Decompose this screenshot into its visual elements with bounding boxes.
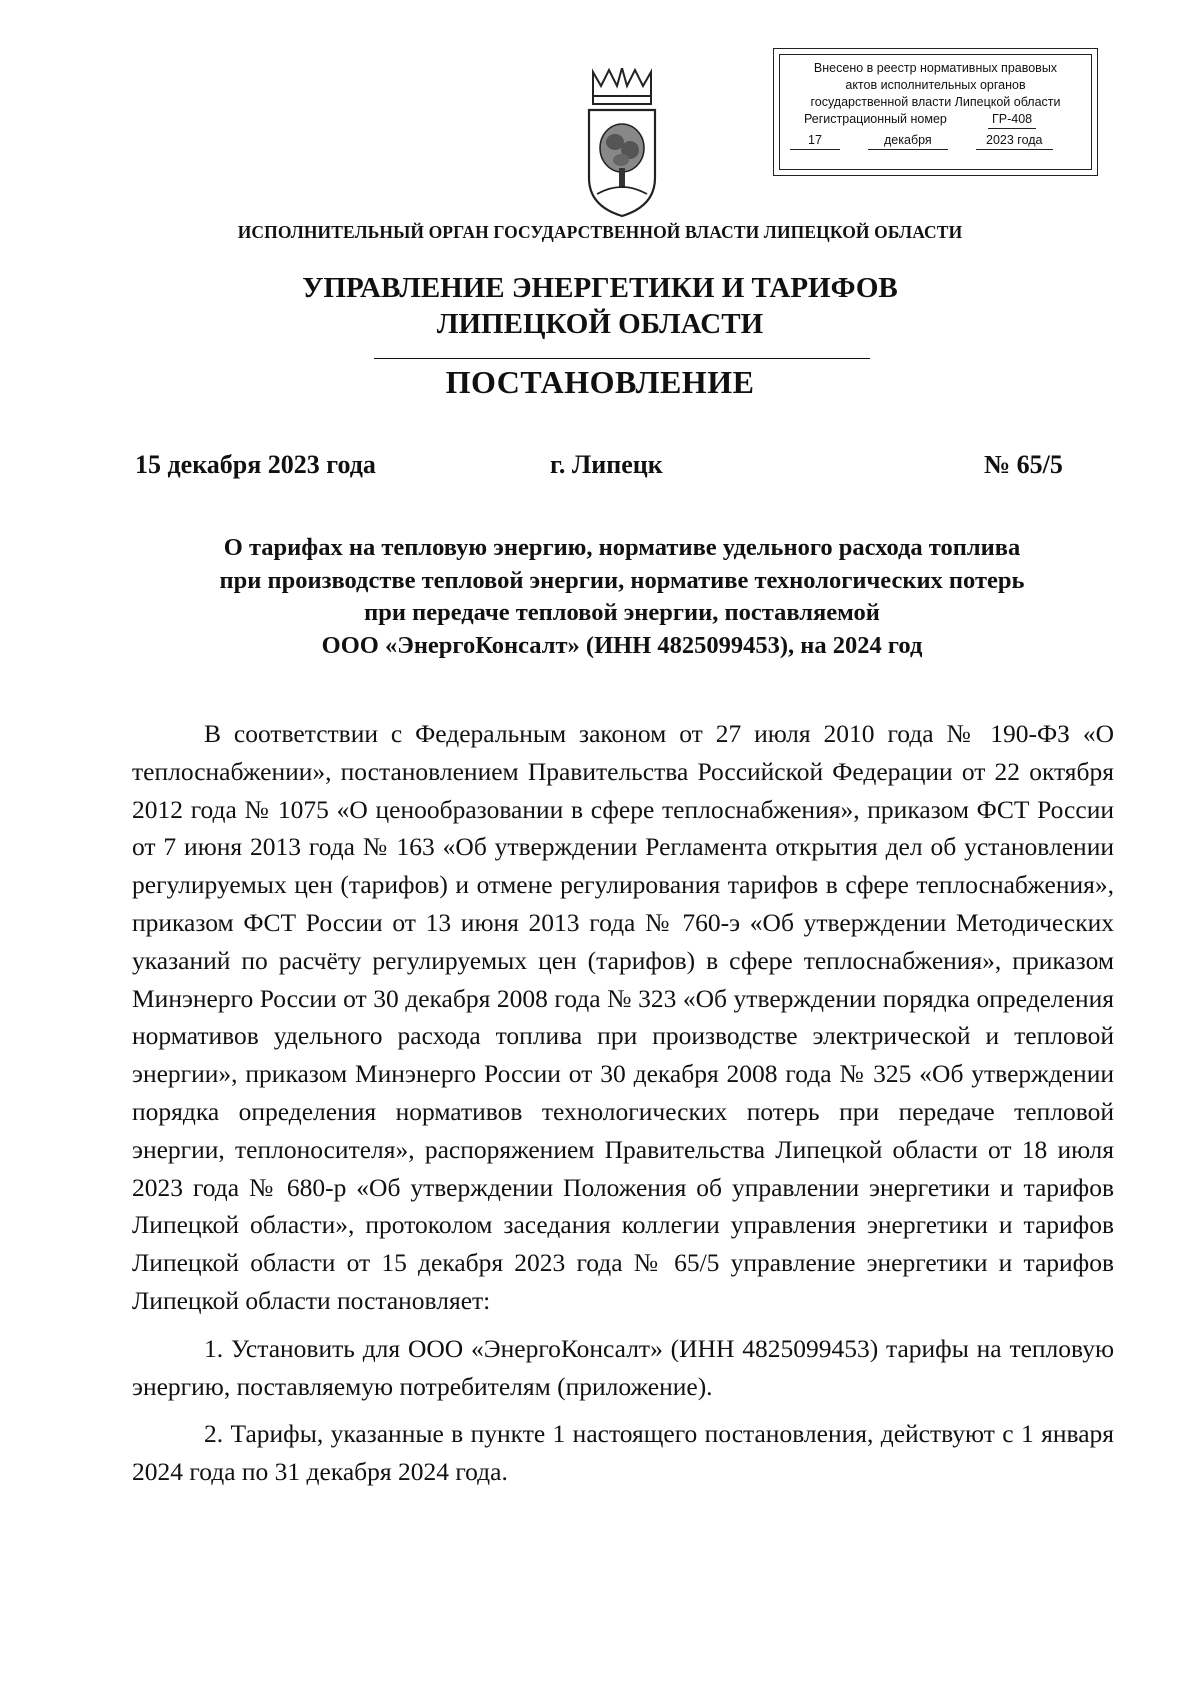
- stamp-day: 17: [790, 132, 840, 150]
- stamp-line: государственной власти Липецкой области: [810, 95, 1061, 109]
- title-line: при производстве тепловой энергии, нормативе технологических потерь: [219, 566, 1025, 594]
- registry-stamp: [773, 48, 1098, 176]
- title-line: при передаче тепловой энергии, поставляемой: [364, 599, 880, 626]
- document-number: № 65/5: [984, 450, 1063, 479]
- stamp-date-row: [780, 132, 1091, 150]
- issuing-authority: ИСПОЛНИТЕЛЬНЫЙ ОРГАН ГОСУДАРСТВЕННОЙ ВЛАСТИ ЛИПЕЦКОЙ ОБЛАСТИ: [237, 222, 963, 242]
- stamp-reg-label: Регистрационный номер: [804, 112, 947, 126]
- document-city: г. Липецк: [550, 450, 663, 479]
- coat-of-arms-icon: [585, 68, 659, 220]
- registry-stamp-inner: [779, 54, 1092, 170]
- stamp-reg-row: [780, 111, 1091, 129]
- clause-1: 1. Установить для ООО «ЭнергоКонсалт» (ИНН 4825099453) тарифы на тепловую энергию, поставляемую потребителям (приложение).: [132, 1333, 1114, 1401]
- document-title: [130, 532, 1114, 662]
- preamble-paragraph: В соответствии с Федеральным законом от 27 июля 2010 года № 190-ФЗ «О теплоснабжении», постановлением Правительства Российской Федерации от 22 октября 2012 года № 1075 «О ценообразовании в сфере теплоснабжения», приказом ФСТ России от 7 июня 2013 года № 163 «Об утверждении Регламента открытия дел об установлении регулируемых цен (тарифов) и отмене регулирования тарифов в сфере теплоснабжения», приказом ФСТ России от 13 июня 2013 года № 760-э «Об утверждении Методических указаний по расчёту регулируемых цен (тарифов) в сфере теплоснабжения», приказом Минэнерго России от 30 декабря 2008 года № 323 «Об утверждении порядка определения нормативов удельного расхода топлива при производстве электрической и тепловой энергии», приказом Минэнерго России от 30 декабря 2008 года № 325 «Об утверждении порядка определения нормативов технологических потерь при передаче тепловой энергии, теплоносителя», распоряжением Правительства Липецкой области от 18 июля 2023 года № 680-р «Об утверждении Положения об управлении энергетики и тарифов Липецкой области», протоколом заседания коллегии управления энергетики и тарифов Липецкой области от 15 декабря 2023 года № 65/5 управление энергетики и тарифов Липецкой области постановляет:: [132, 719, 1114, 1315]
- stamp-line: Внесено в реестр нормативных правовых: [813, 61, 1058, 75]
- stamp-month: декабря: [868, 132, 948, 150]
- document-body: [132, 715, 1114, 1491]
- stamp-year: 2023 года: [976, 132, 1053, 150]
- header-divider: [374, 358, 870, 359]
- title-line: ООО «ЭнергоКонсалт» (ИНН 4825099453), на 2024 год: [321, 631, 923, 659]
- stamp-line: актов исполнительных органов: [845, 78, 1026, 92]
- department-name-line: ЛИПЕЦКОЙ ОБЛАСТИ: [436, 308, 764, 340]
- department-name: [0, 270, 1200, 342]
- department-name-line: УПРАВЛЕНИЕ ЭНЕРГЕТИКИ И ТАРИФОВ: [302, 272, 898, 304]
- document-date: 15 декабря 2023 года: [135, 450, 376, 479]
- title-line: О тарифах на тепловую энергию, нормативе удельного расхода топлива: [223, 534, 1021, 561]
- document-type: ПОСТАНОВЛЕНИЕ: [445, 364, 755, 400]
- clause-2: 2. Тарифы, указанные в пункте 1 настоящего постановления, действуют с 1 января 2024 года по 31 декабря 2024 года.: [132, 1419, 1114, 1487]
- stamp-reg-number: ГР-408: [988, 111, 1036, 129]
